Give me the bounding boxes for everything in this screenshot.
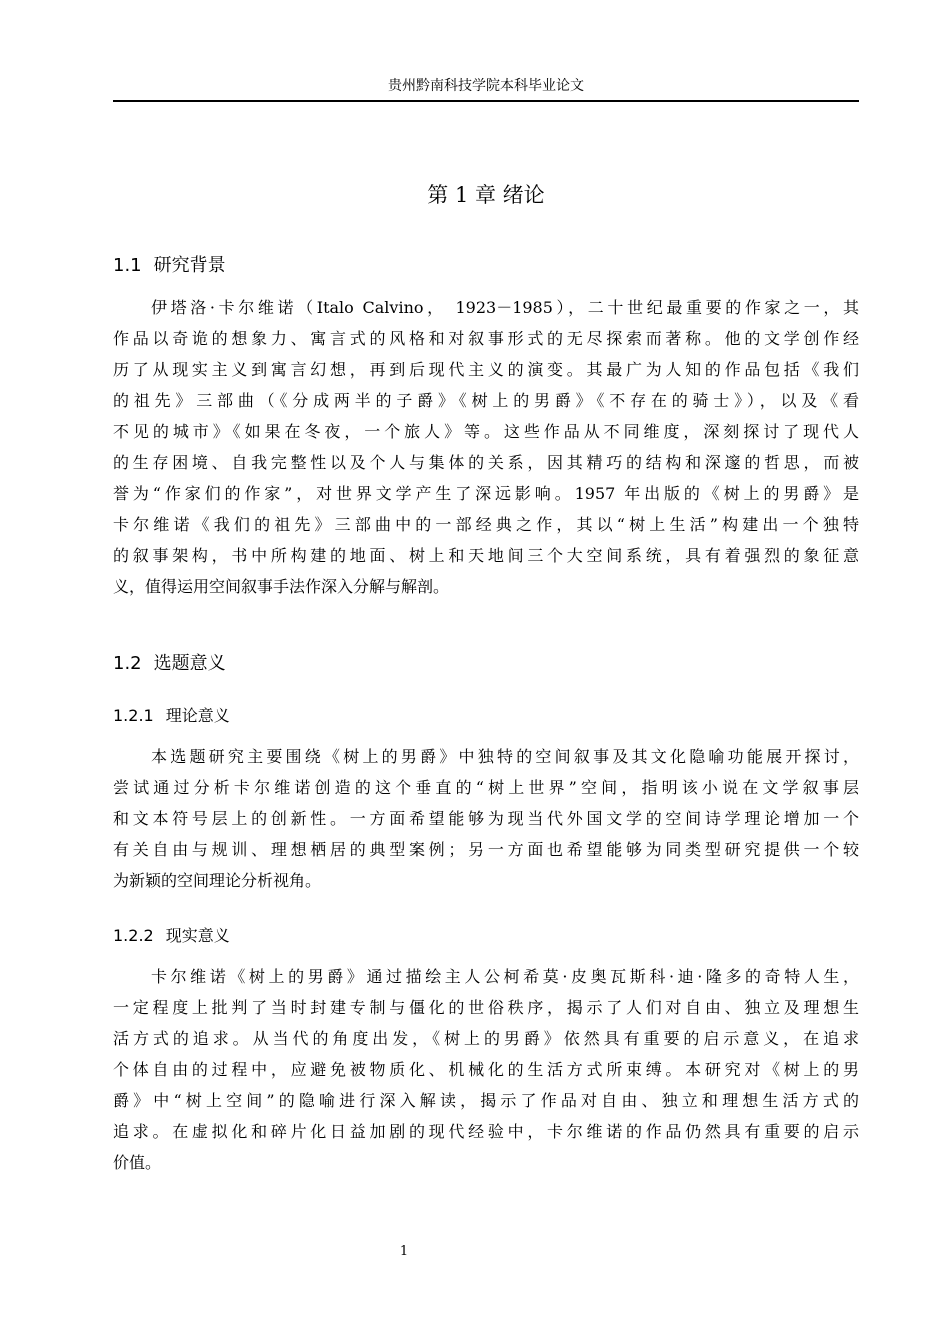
- subsection-number: 1.2.2: [113, 926, 154, 945]
- subsection-heading-1-2-2: [113, 923, 230, 949]
- chapter-title: 第 1 章 绪论: [427, 183, 545, 207]
- text-line: 伊塔洛·卡尔维诺（Italo Calvino， 1923－1985），二十世纪最重要的作家之一，其: [151, 298, 859, 317]
- section-number: 1.1: [113, 255, 142, 276]
- text-line: 的生存困境、自我完整性以及个人与集体的关系，因其精巧的结构和深邃的哲思，而被: [113, 453, 859, 472]
- text-line: 作品以奇诡的想象力、寓言式的风格和对叙事形式的无尽探索而著称。他的文学创作经: [113, 329, 859, 348]
- paragraph-theoretical-significance: [113, 741, 859, 896]
- text-line: 活方式的追求。从当代的角度出发，《树上的男爵》依然具有重要的启示意义，在追求: [113, 1029, 859, 1048]
- text-line: 尝试通过分析卡尔维诺创造的这个垂直的“树上世界”空间，指明该小说在文学叙事层: [113, 778, 859, 797]
- text-line: 本选题研究主要围绕《树上的男爵》中独特的空间叙事及其文化隐喻功能展开探讨，: [151, 747, 859, 766]
- section-number: 1.2: [113, 653, 142, 674]
- text-line: 个体自由的过程中，应避免被物质化、机械化的生活方式所束缚。本研究对《树上的男: [113, 1060, 859, 1079]
- text-line: 爵》中“树上空间”的隐喻进行深入解读，揭示了作品对自由、独立和理想生活方式的: [113, 1091, 859, 1110]
- text-line: 价值。: [113, 1153, 162, 1172]
- text-line: 追求。在虚拟化和碎片化日益加剧的现代经验中，卡尔维诺的作品仍然具有重要的启示: [113, 1122, 859, 1141]
- text-line: 为新颖的空间理论分析视角。: [113, 871, 322, 890]
- text-line: 誉为“作家们的作家”，对世界文学产生了深远影响。1957 年出版的《树上的男爵》是: [113, 484, 859, 503]
- section-heading-1-1: [113, 252, 226, 280]
- section-title: 研究背景: [153, 255, 226, 276]
- paragraph-practical-significance: [113, 961, 859, 1178]
- paragraph-research-background: [113, 292, 859, 602]
- text-line: 有关自由与规训、理想栖居的典型案例；另一方面也希望能够为同类型研究提供一个较: [113, 840, 859, 859]
- text-line: 的祖先》三部曲（《分成两半的子爵》《树上的男爵》《不存在的骑士》），以及《看: [113, 391, 859, 410]
- subsection-number: 1.2.1: [113, 706, 154, 725]
- subsection-title: 理论意义: [165, 706, 230, 725]
- page-number: 1: [399, 1244, 409, 1259]
- text-line: 卡尔维诺《我们的祖先》三部曲中的一部经典之作，其以“树上生活”构建出一个独特: [113, 515, 859, 534]
- text-line: 一定程度上批判了当时封建专制与僵化的世俗秩序，揭示了人们对自由、独立及理想生: [113, 998, 859, 1017]
- text-line: 的叙事架构，书中所构建的地面、树上和天地间三个大空间系统，具有着强烈的象征意: [113, 546, 859, 565]
- text-line: 和文本符号层上的创新性。一方面希望能够为现当代外国文学的空间诗学理论增加一个: [113, 809, 859, 828]
- subsection-heading-1-2-1: [113, 703, 230, 729]
- text-line: 义，值得运用空间叙事手法作深入分解与解剖。: [113, 577, 450, 596]
- section-title: 选题意义: [153, 653, 226, 674]
- running-header: 贵州黔南科技学院本科毕业论文: [388, 78, 584, 94]
- section-heading-1-2: [113, 650, 226, 678]
- subsection-title: 现实意义: [165, 926, 230, 945]
- header-rule: [113, 100, 859, 102]
- text-line: 历了从现实主义到寓言幻想，再到后现代主义的演变。其最广为人知的作品包括《我们: [113, 360, 859, 379]
- text-line: 卡尔维诺《树上的男爵》通过描绘主人公柯希莫·皮奥瓦斯科·迪·隆多的奇特人生，: [151, 967, 859, 986]
- text-line: 不见的城市》《如果在冬夜，一个旅人》等。这些作品从不同维度，深刻探讨了现代人: [113, 422, 859, 441]
